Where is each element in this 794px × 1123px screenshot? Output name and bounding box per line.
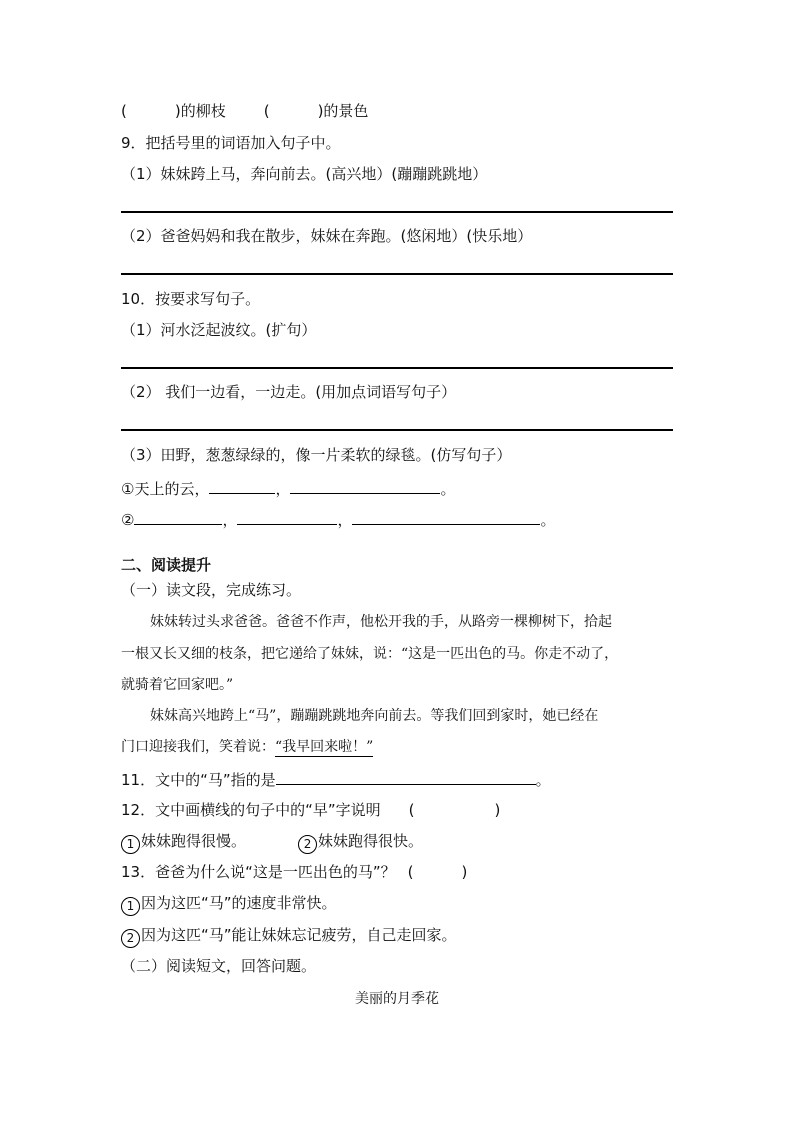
q10-imitation-b: ② ， ， 。 bbox=[121, 511, 556, 529]
passage-line: 门口迎接我们，笑着说：“我早回来啦！” bbox=[121, 739, 374, 755]
q10-sentence-1: （1）河水泛起波纹。(扩句） bbox=[121, 321, 317, 339]
q12-options bbox=[121, 831, 423, 854]
q10-sentence-2: （2） 我们一边看，一边走。(用加点词语写句子） bbox=[121, 383, 457, 401]
paren-open-1: ( bbox=[121, 102, 127, 120]
passage-2-title: 美丽的月季花 bbox=[355, 991, 439, 1007]
imitation-b-blank-3[interactable] bbox=[352, 509, 540, 525]
scenery-label: )的景色 bbox=[317, 102, 369, 120]
q9-sentence-2: （2）爸爸妈妈和我在散步，妹妹在奔跑。(悠闲地）(快乐地） bbox=[121, 227, 533, 245]
q13-text: 13．爸爸为什么说“这是一匹出色的马”？ bbox=[121, 863, 396, 881]
answer-line-q9-1[interactable] bbox=[121, 211, 673, 213]
answer-line-q10-1[interactable] bbox=[121, 367, 673, 369]
q13-option-2[interactable]: 2 因为这匹“马”能让妹妹忘记疲劳，自己走回家。 bbox=[121, 925, 457, 948]
paren-open-2: ( bbox=[263, 102, 270, 120]
imitation-a-prefix: ①天上的云， bbox=[121, 480, 210, 498]
part-1-instruction: （一）读文段，完成练习。 bbox=[121, 581, 302, 599]
imitation-b-blank-1[interactable] bbox=[134, 509, 222, 525]
circled-number-1: 1 bbox=[121, 897, 140, 916]
circled-number-2: 2 bbox=[121, 929, 140, 948]
q11: 11．文中的“马”指的是 。 bbox=[121, 771, 551, 789]
q12: 12．文中画横线的句子中的“早”字说明 ( ) bbox=[121, 801, 501, 819]
circled-number-1: 1 bbox=[121, 835, 140, 854]
answer-line-q10-2[interactable] bbox=[121, 429, 673, 431]
imitation-b-prefix: ② bbox=[121, 511, 135, 529]
imitation-a-blank-1[interactable] bbox=[209, 478, 275, 494]
q10-title: 10．按要求写句子。 bbox=[121, 290, 261, 308]
q12-text: 12．文中画横线的句子中的“早”字说明 bbox=[121, 801, 381, 819]
answer-line-q9-2[interactable] bbox=[121, 273, 673, 275]
q9-title: 9．把括号里的词语加入句子中。 bbox=[121, 134, 341, 152]
circled-number-2: 2 bbox=[298, 835, 317, 854]
q12-option-2[interactable]: 2 妹妹跑得很快。 bbox=[298, 832, 423, 850]
q9-sentence-1: （1）妹妹跨上马，奔向前去。(高兴地）(蹦蹦跳跳地） bbox=[121, 165, 488, 183]
q12-option-1[interactable]: 1 妹妹跑得很慢。 bbox=[121, 832, 246, 850]
imitation-a-blank-2[interactable] bbox=[290, 478, 440, 494]
fill-in-line-willow-scenery bbox=[121, 101, 368, 121]
part-2-instruction: （二）阅读短文，回答问题。 bbox=[121, 957, 317, 975]
q11-answer-blank[interactable] bbox=[276, 769, 536, 785]
willow-label: )的柳枝 bbox=[174, 102, 226, 120]
q11-text: 11．文中的“马”指的是 bbox=[121, 771, 276, 789]
passage-line: 妹妹转过头求爸爸。爸爸不作声，他松开我的手，从路旁一棵柳树下，拾起 bbox=[150, 614, 612, 630]
section-2-title: 二、阅读提升 bbox=[121, 556, 212, 574]
q10-sentence-3: （3）田野，葱葱绿绿的，像一片柔软的绿毯。(仿写句子） bbox=[121, 446, 512, 464]
imitation-b-blank-2[interactable] bbox=[237, 509, 337, 525]
passage-line: 就骑着它回家吧。” bbox=[121, 677, 234, 693]
passage-line: 一根又长又细的枝条，把它递给了妹妹，说：“这是一匹出色的马。你走不动了， bbox=[121, 646, 619, 662]
q13-option-1[interactable]: 1 因为这匹“马”的速度非常快。 bbox=[121, 893, 337, 916]
passage-line: 妹妹高兴地跨上“马”，蹦蹦跳跳地奔向前去。等我们回到家时，她已经在 bbox=[150, 708, 599, 724]
q13: 13．爸爸为什么说“这是一匹出色的马”？ ( ) bbox=[121, 863, 468, 881]
underlined-sentence: “我早回来啦！” bbox=[275, 739, 374, 755]
q10-imitation-a: ①天上的云， ， 。 bbox=[121, 480, 456, 498]
